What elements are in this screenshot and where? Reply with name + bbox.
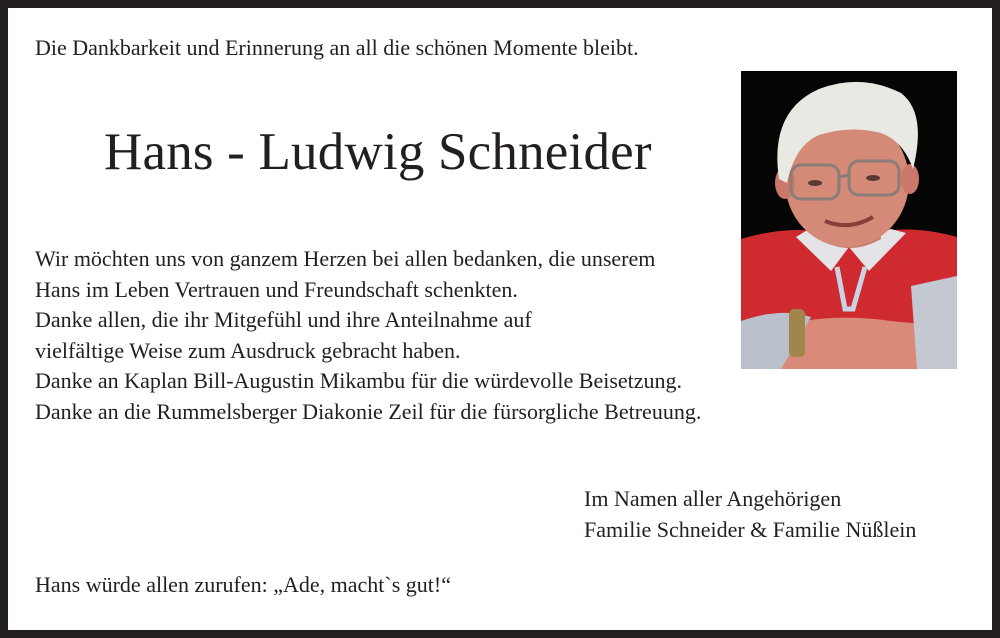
thanks-line: vielfältige Weise zum Ausdruck gebracht haben.: [35, 337, 461, 363]
intro-line: Die Dankbarkeit und Erinnerung an all die schönen Momente bleibt.: [35, 35, 639, 60]
signature-line-families: Familie Schneider & Familie Nüßlein: [584, 516, 917, 542]
signature-line-relatives: Im Namen aller Angehörigen: [584, 486, 842, 511]
portrait-photo: [741, 71, 957, 369]
closing-quote: Hans würde allen zurufen: „Ade, macht`s gut!“: [35, 572, 452, 597]
thanks-line: Danke an Kaplan Bill-Augustin Mikambu für die würdevolle Beisetzung.: [35, 368, 683, 393]
deceased-name: Hans - Ludwig Schneider: [104, 123, 652, 181]
portrait-illustration: [741, 71, 957, 369]
thanks-text: [35, 244, 701, 427]
signature-block: [584, 484, 916, 545]
thanks-line: Danke allen, die ihr Mitgefühl und ihre Anteilnahme auf: [35, 307, 532, 332]
thanks-line: Hans im Leben Vertrauen und Freundschaft schenkten.: [35, 276, 518, 302]
thanks-line: Danke an die Rummelsberger Diakonie Zeil für die fürsorgliche Betreuung.: [35, 398, 702, 424]
thanks-line: Wir möchten uns von ganzem Herzen bei allen bedanken, die unserem: [35, 246, 656, 271]
